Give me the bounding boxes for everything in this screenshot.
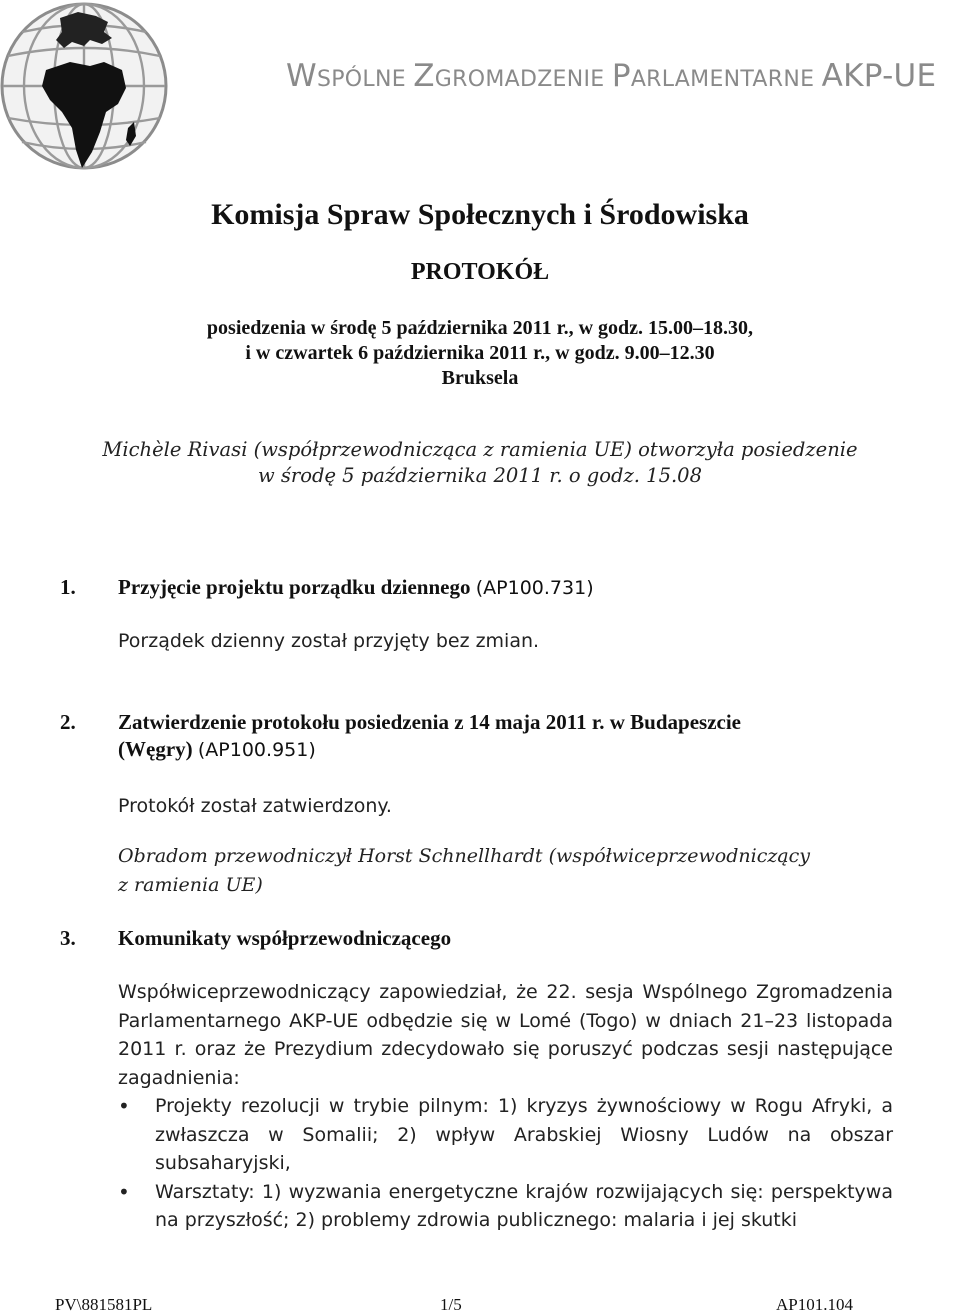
document-reference: (AP100.731): [475, 577, 594, 599]
org-title-w: W: [286, 58, 317, 94]
section-number: 1.: [60, 575, 76, 599]
section-2-text: Protokół został zatwierdzony.: [118, 795, 392, 817]
footer-reference: AP101.104: [776, 1295, 853, 1314]
org-title-p: P: [611, 58, 631, 94]
globe-logo-icon: [0, 0, 170, 176]
list-item: [118, 1178, 893, 1235]
section-2-heading: [60, 709, 741, 764]
section-title: Komunikaty współprzewodniczącego: [118, 926, 452, 950]
org-title-tail: AKP-UE: [821, 58, 937, 94]
document-reference: (AP100.951): [197, 739, 316, 761]
bullet-icon: •: [118, 1179, 130, 1204]
opening-statement: [0, 437, 960, 489]
section-1-text: Porządek dzienny został przyjęty bez zmian.: [118, 630, 540, 652]
footer-page-number: 1/5: [440, 1295, 462, 1314]
meeting-line-1: posiedzenia w środę 5 października 2011 r., w godz. 15.00–18.30,: [206, 317, 754, 339]
section-title-line-1: Zatwierdzenie protokołu posiedzenia z 14 maja 2011 r. w Budapeszcie: [118, 710, 741, 734]
section-title: Przyjęcie projektu porządku dziennego: [118, 575, 471, 599]
chair-line-2: z ramienia UE): [118, 873, 263, 896]
org-title-p-rest: ARLAMENTARNE: [630, 67, 822, 92]
list-item: [118, 1092, 893, 1178]
opening-line-2: w środę 5 października 2011 r. o godz. 15.08: [258, 464, 702, 487]
section-number: 2.: [60, 710, 76, 734]
org-title-z-rest: GROMADZENIE: [434, 67, 612, 92]
section-number: 3.: [60, 926, 76, 950]
meeting-place: Bruksela: [441, 367, 519, 389]
meeting-line-2: i w czwartek 6 października 2011 r., w godz. 9.00–12.30: [245, 342, 715, 364]
committee-title: Komisja Spraw Społecznych i Środowiska: [211, 198, 749, 231]
opening-line-1: Michèle Rivasi (współprzewodnicząca z ramienia UE) otworzyła posiedzenie: [102, 438, 858, 461]
list-item-text: Warsztaty: 1) wyzwania energetyczne krajów rozwijających się: perspektywa na przyszłość; 2) problemy zdrowia publicznego: malaria i jej skutki: [155, 1180, 893, 1231]
organization-title: [286, 58, 956, 94]
section-3-text: Współwiceprzewodniczący zapowiedział, że 22. sesja Wspólnego Zgromadzenia Parlamentarnego AKP-UE odbędzie się w Lomé (Togo) w dniach 21–23 listopada 2011 r. oraz że Prezydium zdecydowało się poruszyć podczas sesji następujące zagadnienia:: [118, 981, 893, 1089]
footer-document-number: PV\881581PL: [55, 1295, 153, 1314]
list-item-text: Projekty rezolucji w trybie pilnym: 1) kryzys żywnościowy w Rogu Afryki, a zwłaszcza w Somalii; 2) wpływ Arabskiej Wiosny Ludów na obszar subsaharyjski,: [155, 1095, 893, 1174]
org-title-z: Z: [413, 58, 435, 94]
bullet-icon: •: [118, 1094, 130, 1118]
meeting-details: [0, 316, 960, 391]
org-title-w-rest: SPÓLNE: [316, 67, 414, 92]
section-2-chair-note: [118, 842, 893, 899]
section-3-body: [118, 978, 893, 1235]
chair-line-1: Obradom przewodniczył Horst Schnellhardt (współwiceprzewodniczący: [118, 845, 811, 867]
topics-list: [118, 1092, 893, 1235]
section-title-line-2: (Węgry): [118, 737, 193, 761]
section-1-heading: [60, 574, 594, 602]
section-3-heading: [60, 925, 451, 952]
document-type: PROTOKÓŁ: [410, 259, 550, 285]
